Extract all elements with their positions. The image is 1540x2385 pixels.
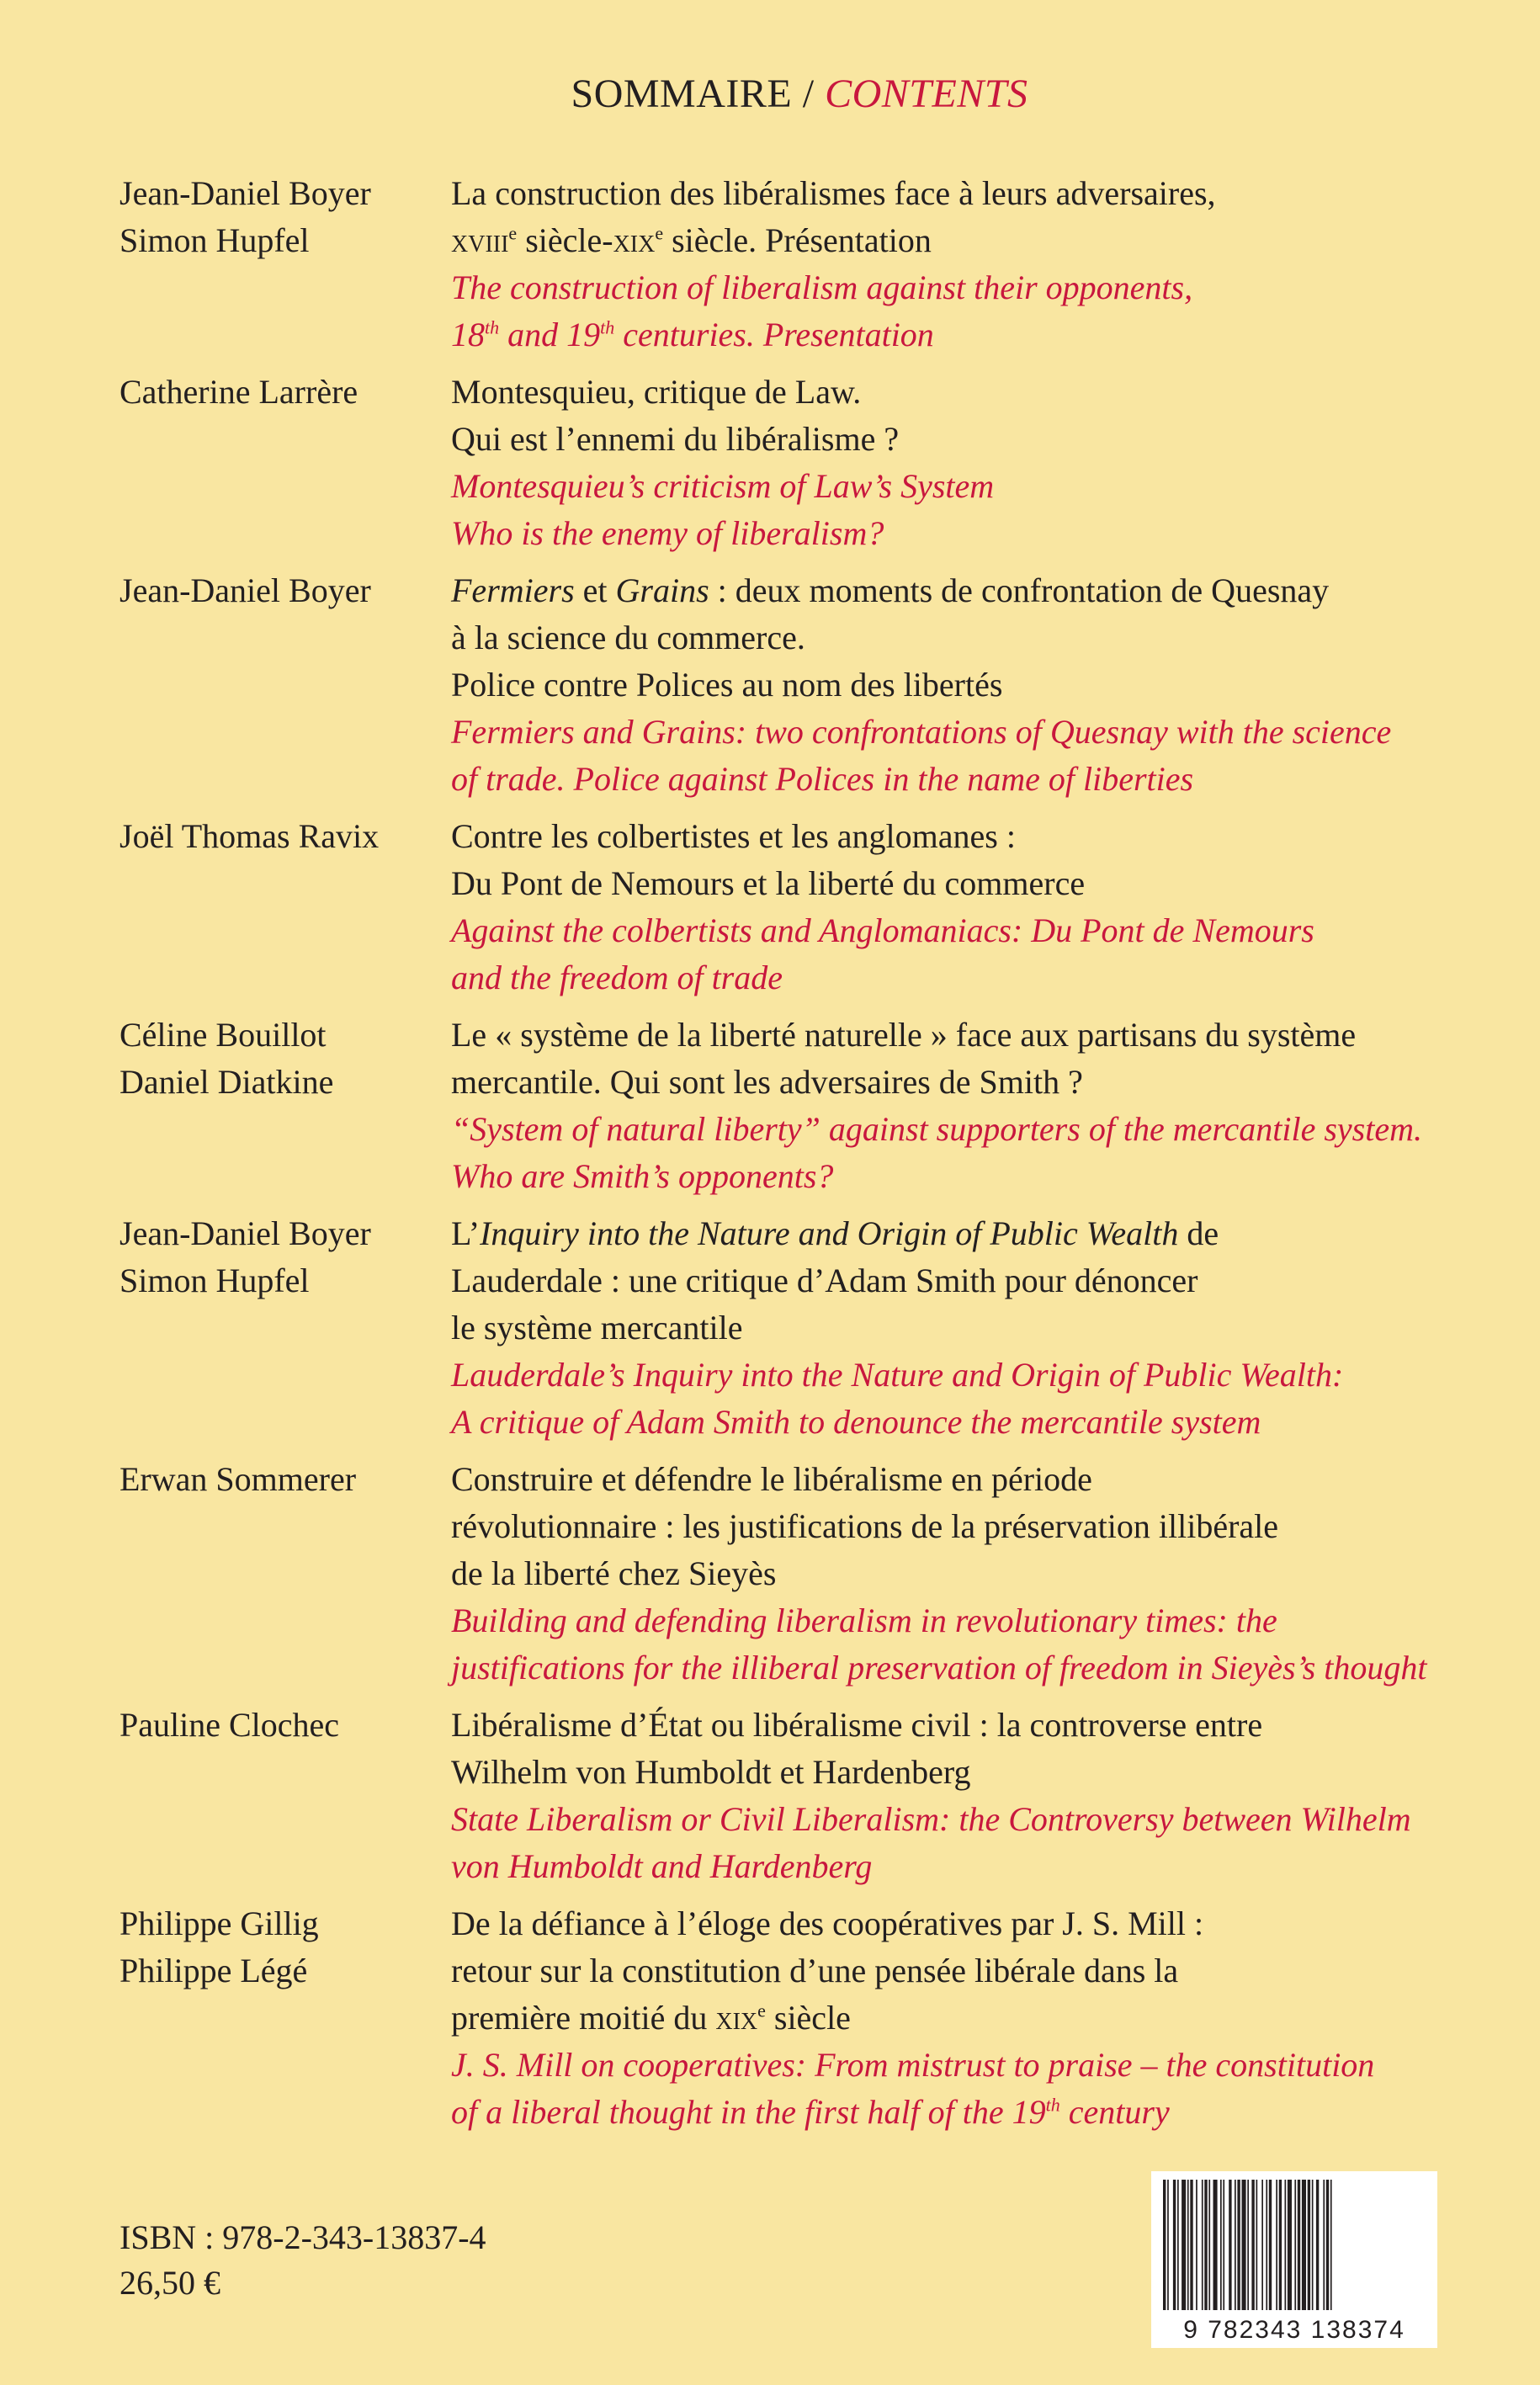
french-title-line: Montesquieu, critique de Law. <box>451 373 862 411</box>
barcode-image <box>1151 2171 1437 2348</box>
title-english: CONTENTS <box>825 72 1028 116</box>
entry-authors <box>119 1456 451 1702</box>
french-title-line: La construction des libéralismes face à leurs adversaires, <box>451 174 1216 212</box>
entry-titles <box>451 170 1432 369</box>
french-title-line: le système mercantile <box>451 1309 743 1347</box>
french-title-line: Qui est l’ennemi du libéralisme ? <box>451 420 900 458</box>
english-title-line: Fermiers and Grains: two confrontations of Quesnay with the science <box>451 713 1392 751</box>
entry-authors <box>119 1900 451 2146</box>
english-title-line: “System of natural liberty” against supporters of the mercantile system. <box>451 1110 1423 1148</box>
author-name: Philippe Gillig <box>119 1904 319 1942</box>
author-name: Céline Bouillot <box>119 1016 327 1054</box>
english-title-line: J. S. Mill on cooperatives: From mistrust to praise – the constitution <box>451 2046 1375 2084</box>
barcode <box>1151 2171 1437 2348</box>
author-name: Simon Hupfel <box>119 221 310 259</box>
french-title-line: retour sur la constitution d’une pensée libérale dans la <box>451 1952 1179 1989</box>
contents-list <box>119 170 1432 2146</box>
author-name: Philippe Légé <box>119 1952 308 1989</box>
author-name: Jean-Daniel Boyer <box>119 571 371 609</box>
contents-entry <box>119 369 1432 567</box>
entry-titles <box>451 1012 1432 1210</box>
title-french: SOMMAIRE / <box>571 72 815 116</box>
contents-entry <box>119 1900 1432 2146</box>
contents-title <box>0 71 1540 117</box>
english-title-line: Against the colbertists and Anglomaniacs: Du Pont de Nemours <box>451 911 1314 949</box>
french-title-line: mercantile. Qui sont les adversaires de Smith ? <box>451 1063 1083 1101</box>
english-title-line: Montesquieu’s criticism of Law’s System <box>451 467 995 505</box>
french-title-line: Du Pont de Nemours et la liberté du commerce <box>451 864 1086 902</box>
entry-titles <box>451 1900 1432 2146</box>
entry-authors <box>119 567 451 813</box>
contents-entry <box>119 567 1432 813</box>
english-title-line: 18th and 19th centuries. Presentation <box>451 316 934 353</box>
entry-titles <box>451 567 1432 813</box>
contents-entry <box>119 1456 1432 1702</box>
french-title-line: xviii$^e$ siècle-xix$^e$ siècle. Présentation <box>451 221 932 259</box>
french-title-line: Le « système de la liberté naturelle » face aux partisans du système <box>451 1016 1357 1054</box>
french-title-line: révolutionnaire : les justifications de la préservation illibérale <box>451 1507 1279 1545</box>
contents-entry <box>119 1702 1432 1900</box>
english-title-line: of a liberal thought in the first half of the 19th century <box>451 2093 1170 2131</box>
author-name: Jean-Daniel Boyer <box>119 174 371 212</box>
french-title-line: de la liberté chez Sieyès <box>451 1554 777 1592</box>
french-title-line: Libéralisme d’État ou libéralisme civil : la controverse entre <box>451 1706 1263 1744</box>
author-name: Catherine Larrère <box>119 373 358 411</box>
entry-authors <box>119 1210 451 1456</box>
author-name: Simon Hupfel <box>119 1262 310 1299</box>
english-title-line: The construction of liberalism against their opponents, <box>451 268 1193 306</box>
entry-authors <box>119 1702 451 1900</box>
english-title-line: Lauderdale’s Inquiry into the Nature and Origin of Public Wealth: <box>451 1356 1344 1394</box>
book-price: 26,50 € <box>119 2264 220 2302</box>
french-title-line: Police contre Polices au nom des libertés <box>451 666 1003 704</box>
english-title-line: Building and defending liberalism in revolutionary times: the <box>451 1602 1277 1639</box>
entry-titles <box>451 1210 1432 1456</box>
author-name: Daniel Diatkine <box>119 1063 334 1101</box>
entry-titles <box>451 1456 1432 1702</box>
contents-entry <box>119 170 1432 369</box>
english-title-line: of trade. Police against Polices in the name of liberties <box>451 760 1194 798</box>
english-title-line: Who are Smith’s opponents? <box>451 1157 834 1195</box>
english-title-line: A critique of Adam Smith to denounce the mercantile system <box>451 1403 1261 1441</box>
entry-authors <box>119 170 451 369</box>
english-title-line: State Liberalism or Civil Liberalism: the Controversy between Wilhelm <box>451 1800 1411 1838</box>
contents-entry <box>119 813 1432 1012</box>
isbn-number: ISBN : 978-2-343-13837-4 <box>119 2218 486 2256</box>
french-title-line: Fermiers et Grains : deux moments de confrontation de Quesnay <box>451 571 1330 609</box>
author-name: Jean-Daniel Boyer <box>119 1214 371 1252</box>
english-title-line: von Humboldt and Hardenberg <box>451 1847 873 1885</box>
contents-entry <box>119 1210 1432 1456</box>
entry-authors <box>119 813 451 1012</box>
english-title-line: Who is the enemy of liberalism? <box>451 514 884 552</box>
author-name: Pauline Clochec <box>119 1706 340 1744</box>
entry-authors <box>119 1012 451 1210</box>
english-title-line: justifications for the illiberal preservation of freedom in Sieyès’s thought <box>451 1649 1427 1686</box>
author-name: Erwan Sommerer <box>119 1460 357 1498</box>
contents-entry <box>119 1012 1432 1210</box>
entry-titles <box>451 813 1432 1012</box>
french-title-line: Construire et défendre le libéralisme en période <box>451 1460 1092 1498</box>
author-name: Joël Thomas Ravix <box>119 817 380 855</box>
book-info <box>119 2215 486 2306</box>
french-title-line: De la défiance à l’éloge des coopératives par J. S. Mill : <box>451 1904 1204 1942</box>
french-title-line: à la science du commerce. <box>451 619 805 656</box>
entry-titles <box>451 369 1432 567</box>
french-title-line: première moitié du xix$^e$ siècle <box>451 1999 851 2037</box>
french-title-line: Wilhelm von Humboldt et Hardenberg <box>451 1753 971 1791</box>
entry-authors <box>119 369 451 567</box>
english-title-line: and the freedom of trade <box>451 959 783 996</box>
entry-titles <box>451 1702 1432 1900</box>
french-title-line: Lauderdale : une critique d’Adam Smith pour dénoncer <box>451 1262 1198 1299</box>
french-title-line: L’Inquiry into the Nature and Origin of Public Wealth de <box>451 1214 1219 1252</box>
barcode-digits: 9 782343 138374 <box>1183 2316 1405 2344</box>
french-title-line: Contre les colbertistes et les anglomanes : <box>451 817 1016 855</box>
